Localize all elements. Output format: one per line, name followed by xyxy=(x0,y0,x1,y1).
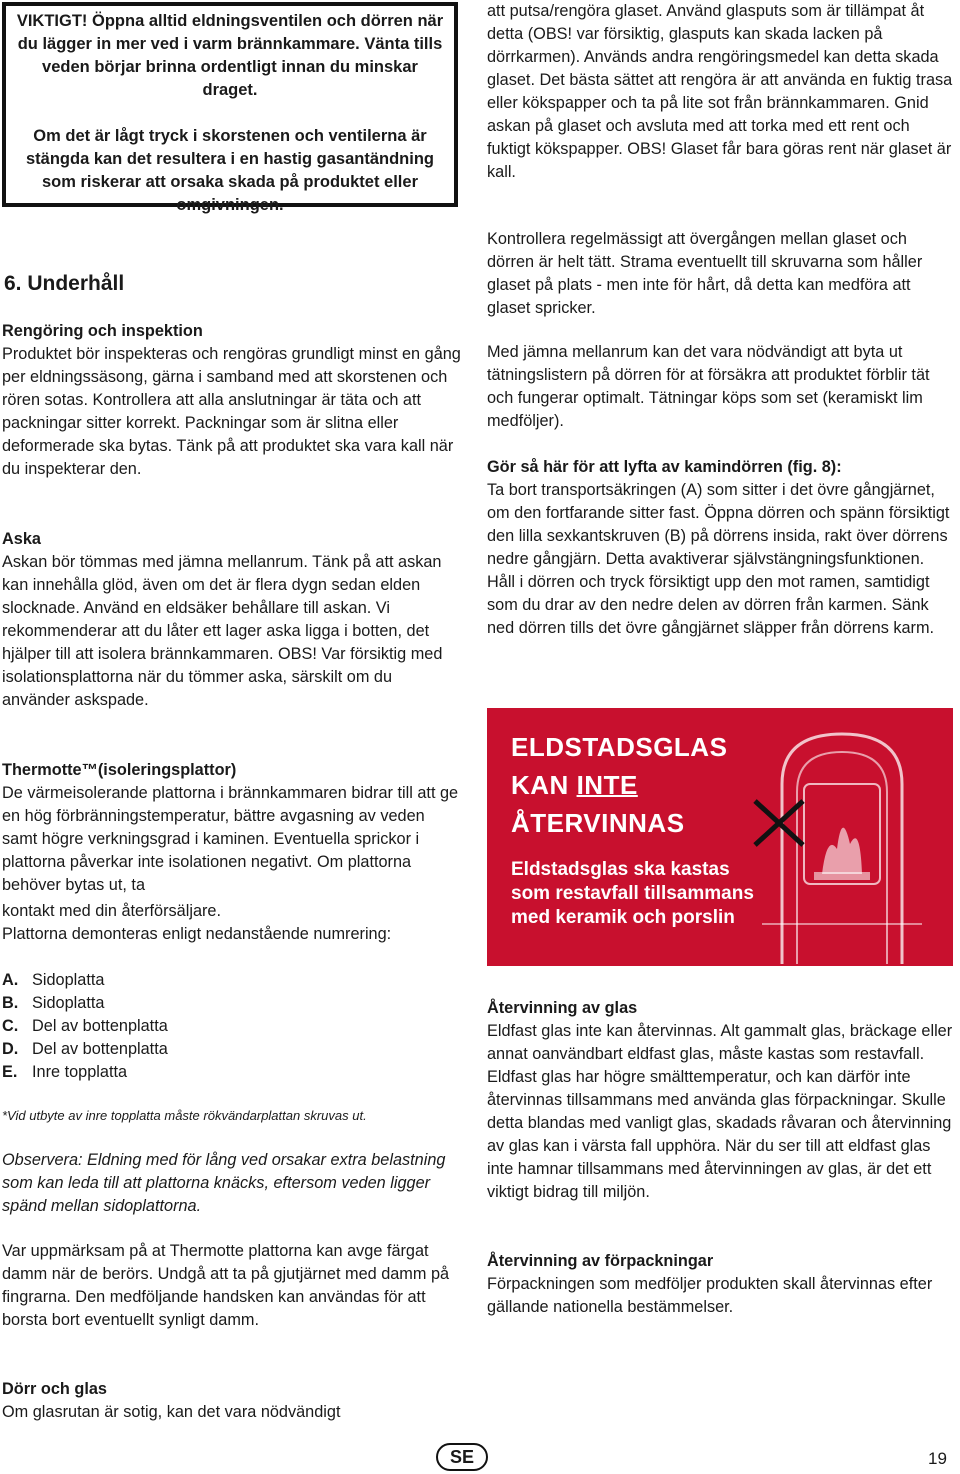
warning-text-2: Om det är lågt tryck i skorstenen och ventilerna är stängda kan det resultera i en hastig gasantändning som riskerar att orsaka skada på produktet eller omgivningen. xyxy=(25,127,434,214)
list-letter: E. xyxy=(2,1063,18,1081)
list-label: Inre topplatta xyxy=(32,1063,128,1081)
thermotte-section xyxy=(2,759,464,946)
banner-line-2a: KAN xyxy=(511,770,577,800)
lift-door-text: Ta bort transportsäkringen (A) som sitter i det övre gångjärnet, om den fortfarande sitter fast. Öppna dörren och spänn försiktigt den lilla sexkantskruven (B) på dörrens insida, rakt över dörrens nedre gångjärn. Detta avaktiverar självstängningsfunktionen. Håll i dörren och tryck försiktigt upp den mot ramen, samtidigt som du drar av den nedre delen av dörren från karmen. Sänk ned dörren tills det övre gångjärnet släpper från dörrens karm. xyxy=(487,481,950,637)
lift-door-section xyxy=(487,456,955,640)
list-label: Sidoplatta xyxy=(32,994,105,1012)
banner-line-2b: INTE xyxy=(576,770,638,800)
warning-box xyxy=(2,2,458,214)
banner-line-3: ÅTERVINNAS xyxy=(511,808,685,838)
thermotte-text-1: De värmeisolerande plattorna i brännkammaren bidrar till att ge en hög förbränningstemperatur, bättre avgasning av veden samt högre verkningsgrad i kaminen. Eventuella sprickor i plattorna påverkar inte isolationen negativt. Om plattorna behöver bytas ut, ta xyxy=(2,784,459,894)
warning-text-1: VIKTIGT! Öppna alltid eldningsventilen och dörren när du lägger in mer ved i varm brännkammare. Vänta tills veden börjar brinna ordentligt innan du minskar draget. xyxy=(16,12,444,99)
recycle-glass-section xyxy=(487,997,955,1204)
banner-line-2 xyxy=(511,766,727,804)
list-letter: B. xyxy=(2,994,19,1012)
list-item xyxy=(2,1015,464,1038)
plate-list xyxy=(2,969,464,1084)
cleaning-heading: Rengöring och inspektion xyxy=(2,322,203,340)
banner-title xyxy=(511,728,727,842)
door-glass-continued xyxy=(487,0,955,184)
banner-line-1: ELDSTADSGLAS xyxy=(511,732,728,762)
ash-section xyxy=(2,528,464,712)
recycle-glass-heading: Återvinning av glas xyxy=(487,999,638,1017)
lift-door-heading: Gör så här för att lyfta av kamindörren (fig. 8): xyxy=(487,458,842,476)
list-letter: A. xyxy=(2,971,19,989)
recycle-packaging-heading: Återvinning av förpackningar xyxy=(487,1252,714,1270)
ash-heading: Aska xyxy=(2,530,41,548)
list-item xyxy=(2,1061,464,1084)
door-glass-text-left: Om glasrutan är sotig, kan det vara nödvändigt xyxy=(2,1403,341,1421)
recycle-packaging-text: Förpackningen som medföljer produkten skall återvinnas efter gällande nationella bestämmelser. xyxy=(487,1275,933,1316)
door-glass-text-right: att putsa/rengöra glaset. Använd glasputs som är tillämpat åt detta (OBS! var försiktig, glasputs kan skada lacken på dörrkarmen). Används andra rengöringsmedel kan detta skada glaset. Det bästa sättet att rengöra är att använda en fuktig trasa eller kökspapper och ta på lite sot från brännkammaren. Gnid askan på glaset och avsluta med att torka med ett rent och fuktigt kökspapper. OBS! Glaset får bara göras rent när glaset är kall. xyxy=(487,2,953,181)
door-glass-section xyxy=(2,1378,464,1424)
footnote: *Vid utbyte av inre topplatta måste rökvändarplattan skruvas ut. xyxy=(2,1108,367,1123)
language-badge: SE xyxy=(436,1443,488,1471)
list-letter: D. xyxy=(2,1040,19,1058)
banner-subtitle: Eldstadsglas ska kastas som restavfall tillsammans med keramik och porslin xyxy=(511,859,754,928)
section-heading: 6. Underhåll xyxy=(4,272,125,295)
list-label: Del av bottenplatta xyxy=(32,1017,168,1035)
cleaning-text: Produktet bör inspekteras och rengöras grundligt minst en gång per eldningssäsong, gärna i samband med att skorstenen och rören sotas. Kontrollera att alla anslutningar är täta och att packningar sitter korrekt. Packningar som är slitna eller deformerade ska bytas. Tänk på att produktet ska vara kall när du inspekterar den. xyxy=(2,345,461,478)
thermotte-text-3: Plattorna demonteras enligt nedanstående numrering: xyxy=(2,925,392,943)
dust-warning-text: Var uppmärksam på at Thermotte plattorna kan avge färgat damm när de berörs. Undgå att ta på gjutjärnet med damm på fingrarna. Den medföljande handsken kan användas för att borsta bort eventuellt synligt damm. xyxy=(2,1242,450,1329)
list-item xyxy=(2,1038,464,1061)
door-glass-p2: Kontrollera regelmässigt att övergången mellan glaset och dörren är helt tätt. Strama eventuellt till skruvarna som håller glaset på plats - men inte för hårt, då detta kan medföra att glaset spricker. xyxy=(487,230,923,317)
recycle-packaging-section xyxy=(487,1250,955,1319)
door-glass-p3: Med jämna mellanrum kan det vara nödvändigt att byta ut tätningslistern på dörren för at försäkra att produktet förblir tät och fungerar optimalt. Tätningar köps som set (keramiskt lim medföljer). xyxy=(487,343,930,430)
door-glass-heading: Dörr och glas xyxy=(2,1380,107,1398)
thermotte-heading: Thermotte™(isoleringsplattor) xyxy=(2,761,237,779)
thermotte-text-2: kontakt med din återförsäljare. xyxy=(2,902,222,920)
recycle-glass-text: Eldfast glas inte kan återvinnas. Alt gammalt glas, bräckage eller annat oanvändbart eldfast glas, måste kastas som restavfall. Eldfast glas har högre smälttemperatur, och kan därför inte återvinnas tillsammans med använda glas förpackningar. Skulle detta blandas med vanligt glas, skadads råvaran och återvinning av glas kan i värsta fall upphöra. När du ser till att eldfast glas inte hamnar tillsammans med återvinningen av glas, är det ett viktigt bidrag till miljön. xyxy=(487,1022,953,1201)
cleaning-section xyxy=(2,320,464,481)
cross-icon xyxy=(749,793,809,853)
list-letter: C. xyxy=(2,1017,19,1035)
page-number: 19 xyxy=(928,1449,947,1468)
glass-recycling-banner xyxy=(487,708,953,966)
list-item xyxy=(2,969,464,992)
note-text: Observera: Eldning med för lång ved orsakar extra belastning som kan leda till att plattorna knäcks, eftersom veden ligger spänd mellan sidoplattorna. xyxy=(2,1151,446,1215)
ash-text: Askan bör tömmas med jämna mellanrum. Tänk på att askan kan innehålla glöd, även om det är flera dygn sedan elden slocknade. Använd en eldsäker behållare till askan. Vi rekommenderar att du låter ett lager aska ligga i botten, det hjälper till att isolera brännkammaren. OBS! Var försiktig med isolationsplattorna när du tömmer aska, särskilt om du använder askspade. xyxy=(2,553,443,709)
list-label: Del av bottenplatta xyxy=(32,1040,168,1058)
list-label: Sidoplatta xyxy=(32,971,105,989)
list-item xyxy=(2,992,464,1015)
